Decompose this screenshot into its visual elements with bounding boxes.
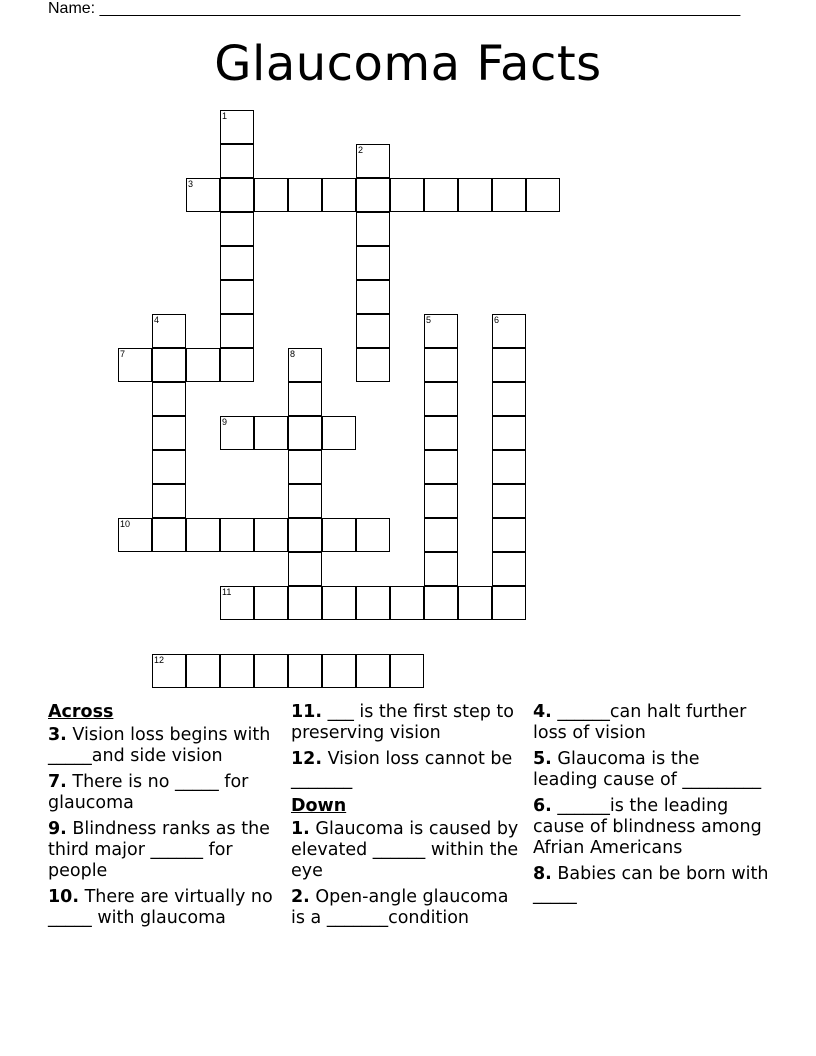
grid-cell[interactable]	[288, 416, 322, 450]
grid-cell[interactable]	[220, 178, 254, 212]
clue-across-10	[48, 887, 284, 929]
grid-cell[interactable]	[526, 178, 560, 212]
grid-cell[interactable]	[390, 654, 424, 688]
grid-cell[interactable]	[492, 178, 526, 212]
clue-across-12	[291, 749, 527, 791]
grid-cell[interactable]	[220, 246, 254, 280]
cell-number: 12	[154, 655, 165, 665]
grid-cell[interactable]	[356, 314, 390, 348]
clue-number: 6.	[533, 796, 552, 816]
grid-cell[interactable]	[186, 348, 220, 382]
grid-cell[interactable]	[186, 654, 220, 688]
grid-cell[interactable]	[288, 518, 322, 552]
grid-cell[interactable]	[492, 552, 526, 586]
clue-down-6	[533, 796, 769, 859]
clue-number: 3.	[48, 725, 67, 745]
grid-cell[interactable]	[424, 518, 458, 552]
grid-cell[interactable]	[220, 144, 254, 178]
grid-cell[interactable]	[458, 178, 492, 212]
grid-cell[interactable]	[288, 586, 322, 620]
grid-cell[interactable]	[356, 654, 390, 688]
clue-across-9	[48, 819, 284, 882]
grid-cell[interactable]	[424, 552, 458, 586]
grid-cell[interactable]	[356, 144, 390, 178]
grid-cell[interactable]	[492, 314, 526, 348]
grid-cell[interactable]	[288, 178, 322, 212]
grid-cell[interactable]	[118, 348, 152, 382]
grid-cell[interactable]	[424, 314, 458, 348]
grid-cell[interactable]	[492, 586, 526, 620]
clue-text: Vision loss cannot be _______	[291, 749, 513, 790]
across-heading: Across	[48, 702, 114, 722]
clue-text: There is no _____ for glaucoma	[48, 772, 249, 813]
grid-cell[interactable]	[220, 416, 254, 450]
cell-number: 3	[188, 179, 194, 189]
clue-number: 11.	[291, 702, 323, 722]
grid-cell[interactable]	[254, 654, 288, 688]
grid-cell[interactable]	[220, 586, 254, 620]
grid-cell[interactable]	[288, 552, 322, 586]
grid-cell[interactable]	[492, 518, 526, 552]
grid-cell[interactable]	[492, 484, 526, 518]
grid-cell[interactable]	[356, 178, 390, 212]
clue-down-4	[533, 702, 769, 744]
grid-cell[interactable]	[220, 518, 254, 552]
grid-cell[interactable]	[152, 518, 186, 552]
clue-across-7	[48, 772, 284, 814]
clue-text: ______can halt further loss of vision	[533, 702, 747, 743]
grid-cell[interactable]	[186, 518, 220, 552]
grid-cell[interactable]	[424, 484, 458, 518]
grid-cell[interactable]	[254, 416, 288, 450]
grid-cell[interactable]	[390, 586, 424, 620]
clue-text: Babies can be born with _____	[533, 864, 769, 905]
grid-cell[interactable]	[492, 416, 526, 450]
clues-column-1	[48, 702, 284, 934]
clue-text: Glaucoma is the leading cause of _________	[533, 749, 762, 790]
clue-down-5	[533, 749, 769, 791]
grid-cell[interactable]	[152, 314, 186, 348]
clue-text: ______is the leading cause of blindness among Afrian Americans	[533, 796, 762, 858]
cell-number: 6	[494, 315, 500, 325]
clue-number: 5.	[533, 749, 552, 769]
clues-column-3	[533, 702, 769, 911]
clue-number: 7.	[48, 772, 67, 792]
grid-cell[interactable]	[288, 382, 322, 416]
grid-cell[interactable]	[152, 450, 186, 484]
cell-number: 11	[222, 587, 232, 597]
cell-number: 2	[358, 145, 364, 155]
clue-down-1	[291, 819, 527, 882]
grid-cell[interactable]	[424, 382, 458, 416]
grid-cell[interactable]	[254, 518, 288, 552]
grid-cell[interactable]	[186, 178, 220, 212]
clue-number: 2.	[291, 887, 310, 907]
grid-cell[interactable]	[322, 178, 356, 212]
grid-cell[interactable]	[424, 178, 458, 212]
grid-cell[interactable]	[288, 654, 322, 688]
clue-across-3	[48, 725, 284, 767]
clue-text: There are virtually no _____ with glaucoma	[48, 887, 273, 928]
grid-cell[interactable]	[220, 280, 254, 314]
grid-cell[interactable]	[220, 348, 254, 382]
grid-cell[interactable]	[356, 246, 390, 280]
grid-cell[interactable]	[424, 450, 458, 484]
clue-across-11	[291, 702, 527, 744]
grid-cell[interactable]	[220, 654, 254, 688]
grid-cell[interactable]	[356, 348, 390, 382]
name-field-label: Name: ________________________________________________________________________	[48, 0, 741, 17]
grid-cell[interactable]	[152, 348, 186, 382]
grid-cell[interactable]	[424, 348, 458, 382]
clue-number: 8.	[533, 864, 552, 884]
grid-cell[interactable]	[152, 416, 186, 450]
grid-cell[interactable]	[424, 586, 458, 620]
cell-number: 1	[222, 111, 228, 121]
grid-cell[interactable]	[458, 586, 492, 620]
grid-cell[interactable]	[356, 518, 390, 552]
clue-number: 1.	[291, 819, 310, 839]
clue-number: 4.	[533, 702, 552, 722]
grid-cell[interactable]	[254, 178, 288, 212]
grid-cell[interactable]	[220, 212, 254, 246]
cell-number: 8	[290, 349, 296, 359]
grid-cell[interactable]	[322, 586, 356, 620]
clue-down-8	[533, 864, 769, 906]
puzzle-title: Glaucoma Facts	[214, 36, 602, 92]
clue-text: Open-angle glaucoma is a _______condition	[291, 887, 509, 928]
grid-cell[interactable]	[322, 416, 356, 450]
grid-cell[interactable]	[220, 314, 254, 348]
down-heading: Down	[291, 796, 347, 816]
cell-number: 9	[222, 417, 228, 427]
clues-column-2	[291, 702, 527, 934]
grid-cell[interactable]	[288, 450, 322, 484]
grid-cell[interactable]	[492, 450, 526, 484]
grid-cell[interactable]	[152, 654, 186, 688]
clue-text: ___ is the first step to preserving vision	[291, 702, 514, 743]
grid-cell[interactable]	[356, 586, 390, 620]
clue-number: 10.	[48, 887, 80, 907]
clue-text: Blindness ranks as the third major ______ for people	[48, 819, 270, 881]
clue-text: Glaucoma is caused by elevated ______ within the eye	[291, 819, 519, 881]
grid-cell[interactable]	[492, 382, 526, 416]
grid-cell[interactable]	[288, 484, 322, 518]
clue-number: 9.	[48, 819, 67, 839]
grid-cell[interactable]	[322, 518, 356, 552]
clue-text: Vision loss begins with _____and side vision	[48, 725, 271, 766]
grid-cell[interactable]	[424, 416, 458, 450]
grid-cell[interactable]	[322, 654, 356, 688]
grid-cell[interactable]	[492, 348, 526, 382]
grid-cell[interactable]	[254, 586, 288, 620]
cell-number: 4	[154, 315, 160, 325]
grid-cell[interactable]	[288, 348, 322, 382]
grid-cell[interactable]	[118, 518, 152, 552]
cell-number: 7	[120, 349, 126, 359]
grid-cell[interactable]	[152, 484, 186, 518]
grid-cell[interactable]	[356, 212, 390, 246]
grid-cell[interactable]	[390, 178, 424, 212]
clue-number: 12.	[291, 749, 323, 769]
clue-down-2	[291, 887, 527, 929]
grid-cell[interactable]	[356, 280, 390, 314]
grid-cell[interactable]	[152, 382, 186, 416]
cell-number: 5	[426, 315, 432, 325]
grid-cell[interactable]	[220, 110, 254, 144]
cell-number: 10	[120, 519, 131, 529]
